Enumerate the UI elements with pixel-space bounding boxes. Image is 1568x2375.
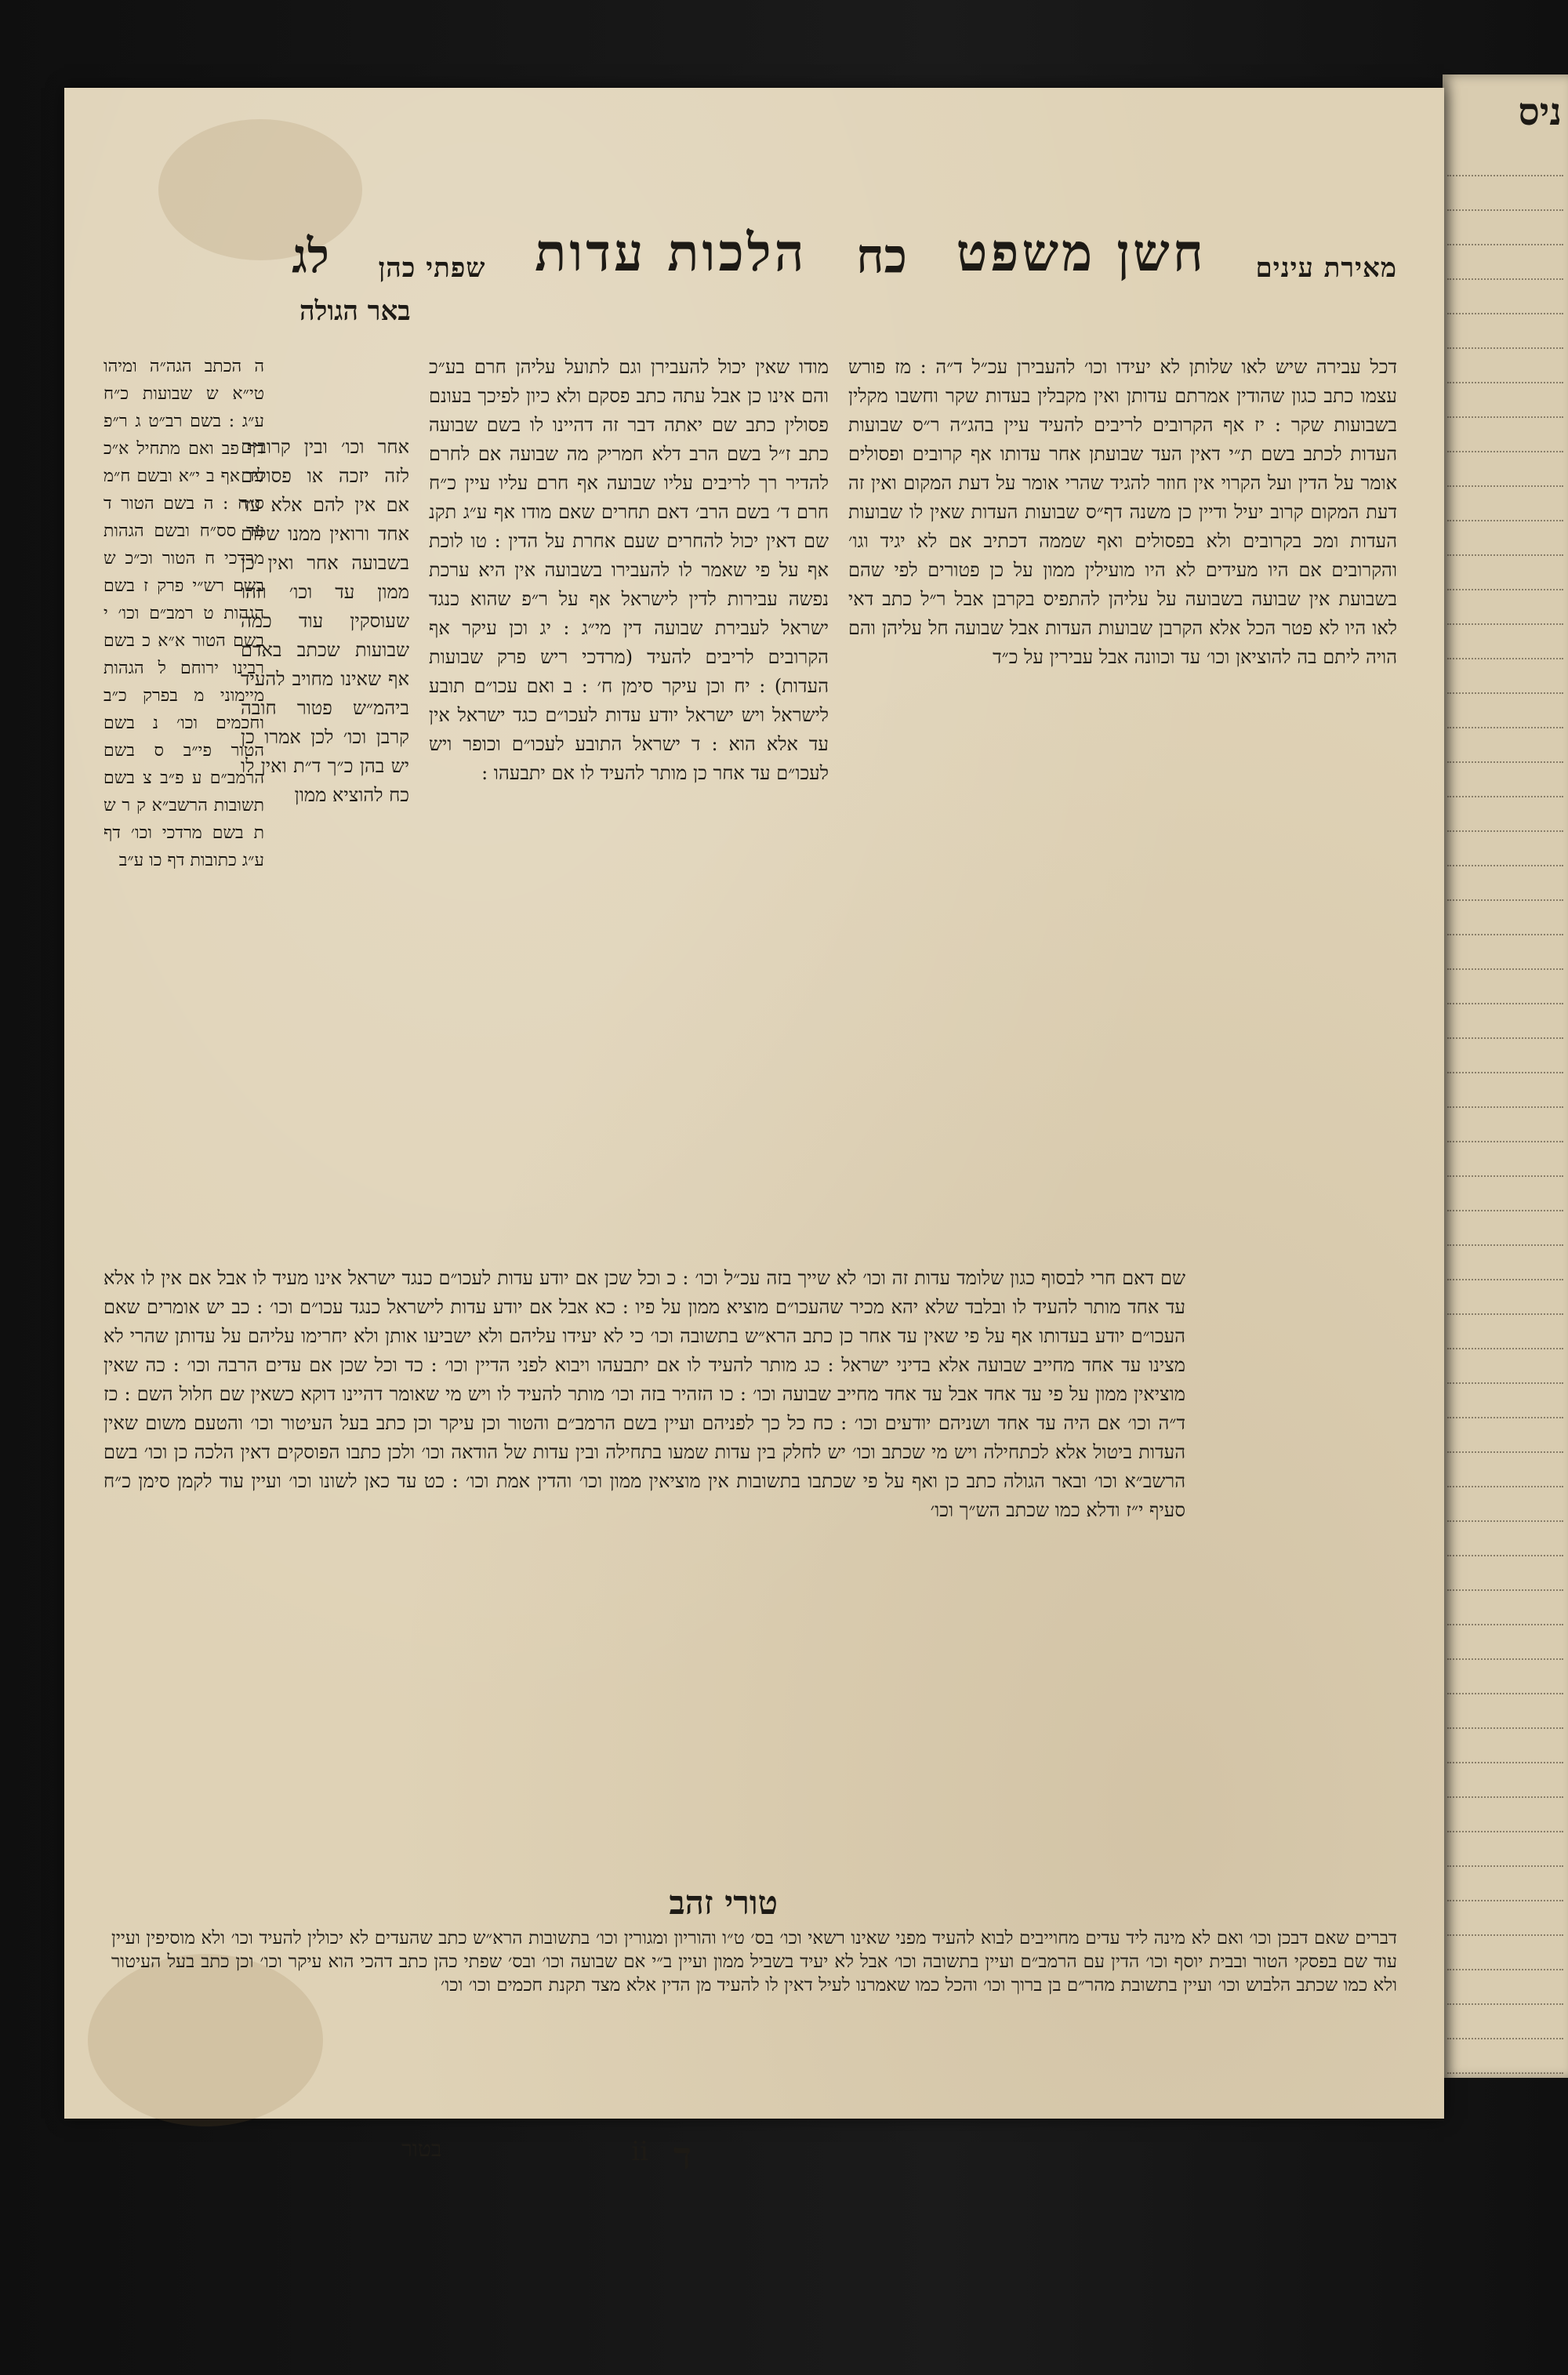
book-page [64, 88, 1444, 2178]
page-header [292, 205, 1397, 284]
commentary-title-turei-zahav: טורי זהב [669, 1883, 778, 1922]
header-title-choshen-mishpat: חשן משפט [956, 222, 1207, 283]
header-commentary-left: שפתי כהן [378, 252, 486, 284]
commentary-column-right: דכל עבירה שיש לאו שלותן לא יעידו וכו׳ להעבירן עכ״ל ד״ה : מז פורש עצמו כתב כגון שהודין אמרתם עדותן ואין מקבלין בעדות שקר וחשבו מקלין בשבועות שקר : יז אף הקרובים לריבים להעיד עיין בהג״ה ר״ס שבועות העדות לכתב בשם ת״י דאין העד שבועתן אחר עדותו אף קרובים ופסולים אומר על הדין ועל הקרוי אין חוזר להגיד שהרי אומר על דעת המקום ואין זה דעת המקום קרוב יעיל ודיין כן משנה דף״ס שבועות העדות שאין לו שבועות העדות ומכ בקרובים ולא בפסולים ואף שממה דכתיב אם לא יגיד וגו׳ והקרובים אם היו מעידים לא היו מועילין ממון על כן פטורים לפי שהם בשבועת אין שבועה בשבועה על עליהן להתפיס בקרבן אבל ר״ל כתב דאי לאו היו לא פטר הכל אלא הקרבן שבועות העדות אבל שבועה חל עליהן והם הויה ליתם בה להוציאן וכו׳ עד וכוונה אבל עבירין על כ״ד [848, 356, 1397, 668]
bottom-commentary-block: דברים שאם דבכן וכו׳ ואם לא מינה ליד עדים מחוייבים לבוא להעיד מפני שאינו רשאי וכו׳ בס׳ ט״ו והוריון ומגורין וכו׳ בתשובות הרא״ש כתב שהעדים לא יכולין להעיד וכו׳ ולא מוסיפין ועיין עוד שם בפסקי הטור ובבית יוסף וכו׳ הדין עם הרמב״ם ועיין בתשובה וכו׳ אבל לא יעיד בשביל ממון ועיין ב״י אם שבועה וכו׳ ובס׳ שפתי כהן כתב דהכי הוא עיקר וכו׳ וכן כתב בעל העיטור ולא כמו שכתב הלבוש וכו׳ ועיין בתשובת מהר״ם בן ברוך וכו׳ והכל כמו שאמרנו לעיל דאין לו להעיד מן הדין אלא מצד תקנת חכמים וכו׳ וכו׳ [111, 1928, 1397, 1996]
footer-catchword: בטור [401, 2136, 442, 2162]
main-text-column: מודו שאין יכול להעבירן וגם לתועל עליהן חרם בע״כ והם אינו כן אבל עתה כתב פסקם ולא כיון לפיכך בעונם פסולין כתב שם יאתה דבר זה דהיינו לו בשם שבועה כתב ז״ל בשם הרב דלא חמריק מה שבועה אם לחרם להדיר רך לריבים עליו שבועה אף חרם עליו עיין כ״ח חרם ד׳ בשם הרב׳ דאם תחרים שאם מודו אף ע״ג תקנ שם דאין יכול להחרים שעם אחרת על הדין : טו לוכת אף על פי שאמר לו להעבירו בשבועה אין היא ערכת נפשה עבירות לדין לישראל אף על ר״פ שהוא כנגד ישראל לעבירת שבועה דין מי״ג : יג וכן עיקר אף הקרובים לריבים להעיד (מרדכי ריש פרק שבועות העדות) : יח וכן עיקר סימן ח׳ : ב ואם עכו״ם תובע לישראל ויש ישראל יודע עדות לעכו״ם כגד ישראל אין עד אלא הוא : ד ישראל התובע לעכו״ם וכופר ויש לעכו״ם עד אחר כן מותר להעיד לו אם יתבעהו : [429, 356, 829, 784]
header-title-hilchot-edut: הלכות עדות [535, 222, 808, 283]
adjacent-page [1443, 74, 1568, 2078]
header-siman-number: כח [856, 229, 908, 284]
adjacent-page-header: ניס [1518, 90, 1562, 134]
commentary-column-inner: אחר וכו׳ ובין קרובים לזה יזכה או פסולים אם אין להם אלא עד אחד ורואין ממנו שלום בשבועה אחר ואין כן ממון עד וכו׳ וזהו שעוסקין עוד כמה שבועות שכתב באדם אף שאינו מחויב להעיד ביהמ״ש פטור חובה קרבן וכו׳ לכן אמרו כן יש בהן כ״ך ד״ת ואין לו כח להוציא ממון [241, 436, 409, 806]
commentary-wide-block: שם דאם חרי לבסוף כגון שלומד עדות זה וכו׳ לא שייך בזה עכ״ל וכו׳ : כ וכל שכן אם יודע עדות לעכו״ם כנגד ישראל אינו מעיד לו אבל אם אין לו אלא עד אחד מותר להעיד לו ובלבד שלא יהא מכיר שהעכו״ם מוציא ממון על פיו : כא אבל אם יודע עדות לישראל כנגד עכו״ם וכו׳ : כב יש אומרים שאם העכו״ם יודע בעדותו אף על פי שאין עד אחר כן כתב הרא״ש בתשובה וכו׳ כי לא יעידו עליהם ולא ישביעו אותן ולא יחרימו עליהם על עדותן שהרי לא מצינו עד אחד מחייב שבועה אלא בדיני ישראל : כג מותר להעיד לו אם יתבעהו ויבוא לפני הדיין וכו׳ : כד וכל שכן אם עדים הרבה וכו׳ : כה שאין מוציאין ממון על פי עד אחד אבל עד אחד מחייב שבועה וכו׳ : כו הזהיר בזה וכו׳ מותר להעיד לו ויש מי שאומר דהיינו דוקא כשאין שם חלול השם : כז ד״ה וכו׳ אם היה עד אחד ושניהם יודעים וכו׳ : כח כל כך לפניהם ועיין בשם הרמב״ם והטור וכן עיקר וכן כתב בעל העיטור וכו׳ והטעם משום שאין העדות ביטול אלא לכתחילה ויש מי שכתב וכו׳ יש לחלק בין עדות שמעו בתחילה ובין עדות של הודאה וכו׳ ולכן כתבו הפוסקים דאין הלכה כן וכו׳ בשם הרשב״א וכו׳ ובאר הגולה כתב כן ואף על פי שכתבו בתשובות אין מוציאין ממון וכו׳ והדין אמת וכו׳ : כט עד כאן לשונו וכו׳ ועיין עוד לקמן סימן כ״ח סעיף י״ז ודלא כמו שכתב הש״ך וכו׳ [103, 1267, 1185, 1521]
margin-notes-column: ה הכתב הגה״ה ומיהו טי״א ש שבועות כ״ח ע״ג : בשם רב״ט ג ר״פ דף פב ואם מתחיל א״כ עד אף ב י״א ובשם ח״מ ס״ח : ה בשם הטור ד עד סס״ח ובשם הגהות מרדכי ח הטור וכ״כ ש בשם רש״י פרק ז בשם הגהות ט רמב״ם וכו׳ י בשם הטור א״א כ בשם רבינו ירוחם ל הגהות מיימוני מ בפרק כ״ב וחכמים וכו׳ נ בשם הטור פי״ב ס בשם הרמב״ם ע פ״ב צ בשם תשובות הרשב״א ק ר ש ת בשם מרדכי וכו׳ דף ע״ג כתובות דף כו ע״ב [103, 357, 264, 870]
side-commentary-header: באר הגולה [299, 296, 411, 327]
header-commentary-right: מאירת עינים [1255, 252, 1397, 284]
footer-signature-mark: ii [631, 2136, 648, 2167]
header-page-number: לג [292, 229, 329, 284]
footer-signature-letter: ד [673, 2134, 691, 2178]
